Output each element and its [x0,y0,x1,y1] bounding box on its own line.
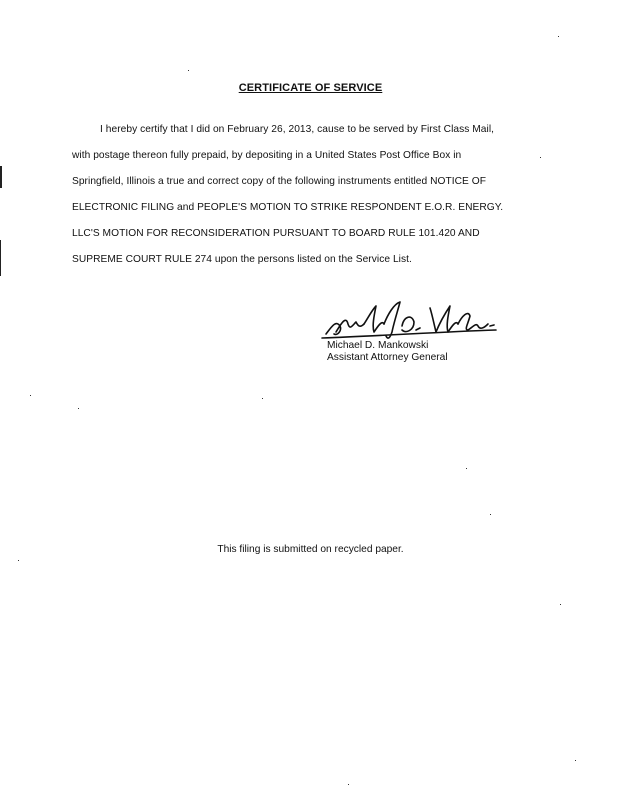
recycled-paper-note: This filing is submitted on recycled paper. [217,544,404,555]
handwritten-signature [318,296,518,344]
signer-name: Michael D. Mankowski [327,340,429,351]
scan-speck [188,70,189,71]
scan-speck [466,468,467,469]
scan-speck [560,604,561,605]
scan-speck [490,514,491,515]
scan-speck [30,395,31,396]
scan-speck [575,760,576,761]
page-title: CERTIFICATE OF SERVICE [238,82,383,94]
body-text-line: with postage thereon fully prepaid, by depositing in a United States Post Office Box in [72,150,462,161]
body-text-line: I hereby certify that I did on February 26, 2013, cause to be served by First Class Mail, [100,124,495,135]
scan-speck [348,784,349,785]
left-margin-mark [0,240,1,276]
scan-speck [262,398,263,399]
body-text-line: Springfield, Illinois a true and correct copy of the following instruments entitled NOTICE OF [72,176,487,187]
body-text-line: SUPREME COURT RULE 274 upon the persons listed on the Service List. [72,254,412,265]
scan-speck [78,408,79,409]
scan-speck [18,560,19,561]
scan-speck [558,36,559,37]
body-text-line: LLC'S MOTION FOR RECONSIDERATION PURSUANT TO BOARD RULE 101.420 AND [72,228,480,239]
signer-title: Assistant Attorney General [327,352,448,363]
scan-speck [540,157,541,158]
body-text-line: ELECTRONIC FILING and PEOPLE'S MOTION TO STRIKE RESPONDENT E.O.R. ENERGY. [72,202,504,213]
left-margin-mark [0,166,2,188]
